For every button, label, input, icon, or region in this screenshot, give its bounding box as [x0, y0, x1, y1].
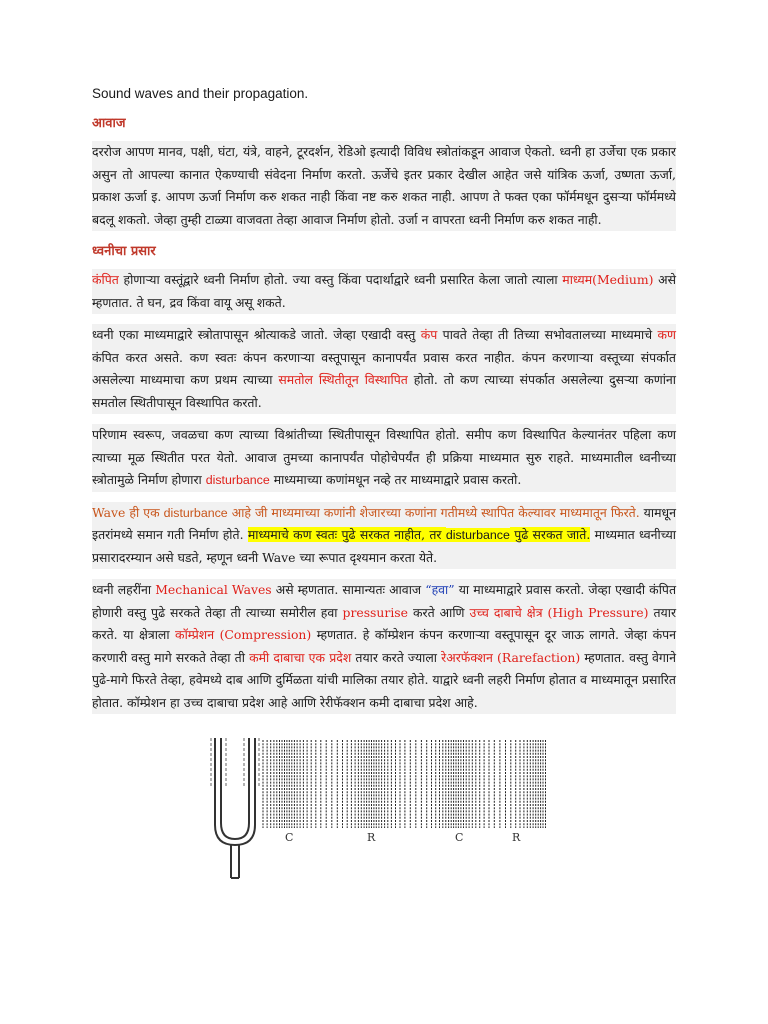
text: होणाऱ्या वस्तूंद्वारे ध्वनी निर्माण होतो. ज्या वस्तु किंवा पदार्थाद्वारे ध्वनी प्रसारित केला जातो त्याला: [118, 272, 563, 287]
text: तयार करते ज्याला: [351, 649, 442, 665]
figure-label-r1: R: [367, 831, 376, 844]
term-medium: माध्यम(Medium): [562, 272, 654, 287]
text: कंपित करत असते. कण स्वतः कंपन करणाऱ्या वस्तूपासून कानापर्यंत प्रवास करत नाहीत. कंपन करणाऱ्या वस्तूच्या संपर्कात असलेल्या माध्यमाचा कण प्रथम त्याच्या: [92, 349, 676, 387]
wave-definition: आहे जी माध्यमाच्या कणांनी शेजारच्या कणांना गतीमध्ये स्थापित केल्यावर माध्यमातून फिरते.: [227, 504, 640, 520]
paragraph-mechanical-waves: [92, 579, 676, 714]
heading-sound: आवाज: [92, 116, 126, 131]
text: म्हणतात. वस्तु वेगाने पुढे-मागे फिरते तेव्हा, हवेमध्ये दाब आणि दुर्मिळता यांची मालिका तयार होते. याद्वारे ध्वनी लहरी निर्माण होतात व माध्यमातून प्रसारित होतात. कॉम्प्रेशन हा उच्च दाबाचा प्रदेश आहे आणि रेरीफॅक्शन कमी दाबाचा प्रदेश आहे.: [92, 649, 676, 710]
figure-label-c2: C: [455, 831, 464, 844]
term-displaced: समतोल स्थितीतून विस्थापित: [278, 372, 408, 387]
paragraph-particles: [92, 324, 676, 414]
term-particle: कण: [657, 327, 676, 342]
wave-definition: Wave ही एक: [92, 504, 164, 520]
text: पावते तेव्हा ती तिच्या सभोवतालच्या माध्यमाचे: [437, 327, 658, 342]
highlighted-text: माध्यमाचे कण स्वतः पुढे सरकत नाहीत, तर: [247, 527, 446, 542]
term-pressurise: pressurise: [342, 604, 408, 620]
text: माध्यमाच्या कणांमधून नव्हे तर माध्यमाद्वारे प्रवास करतो.: [269, 472, 522, 487]
term-vibration: कंप: [420, 327, 438, 342]
term-high-pressure: उच्च दाबाचे क्षेत्र (High Pressure): [469, 604, 649, 620]
text: होतो. तो कण त्याच्या संपर्कात असलेल्या दुसऱ्या कणांना समतोल स्थितीपासून विस्थापित करतो.: [92, 372, 676, 410]
paragraph-disturbance: [92, 424, 676, 492]
text: ध्वनी लहरींना: [92, 582, 156, 597]
paragraph-medium: [92, 269, 676, 314]
figure-label-c1: C: [285, 831, 294, 844]
term-compression: कॉम्प्रेशन (Compression): [175, 627, 312, 642]
document-title: Sound waves and their propagation.: [92, 86, 309, 101]
text: म्हणतात. हे कॉम्प्रेशन कंपन करणाऱ्या वस्तूपासून दूर जाऊ लागते. जेव्हा कंपन करणारी वस्तु मागे सरकते तेव्हा ती: [92, 627, 676, 665]
compression-rarefaction-lines: [263, 740, 546, 828]
text: तयार करते. या क्षेत्राला: [92, 604, 677, 642]
tuning-fork-icon: [211, 738, 259, 878]
term-low-pressure: कमी दाबाचा एक प्रदेश: [249, 649, 352, 665]
term-vibrating: कंपित: [92, 272, 119, 287]
text: माध्यमात ध्वनीच्या प्रसारादरम्यान असे घडते, म्हणून ध्वनी Wave च्या रूपात दृश्यमान करता येते.: [92, 527, 676, 565]
figure-label-r2: R: [512, 831, 521, 844]
term-mechanical-waves: Mechanical Waves: [155, 582, 272, 597]
heading-propagation: ध्वनीचा प्रसार: [92, 244, 156, 259]
text: यामधून इतरांमध्ये समान गती निर्माण होते.: [92, 504, 676, 542]
text: असे म्हणतात. ते घन, द्रव किंवा वायू असू शकते.: [92, 272, 677, 310]
text: असे म्हणतात. सामान्यतः आवाज: [271, 582, 426, 597]
highlighted-text: पुढे सरकत जाते.: [509, 527, 591, 542]
term-rarefaction: रेअरफॅक्शन (Rarefaction): [441, 649, 581, 665]
tuning-fork-diagram: [205, 733, 550, 883]
text: ध्वनी एका माध्यमाद्वारे स्त्रोतापासून श्रोत्याकडे जातो. जेव्हा एखादी वस्तु: [92, 327, 421, 342]
document-body: [92, 86, 676, 724]
highlighted-term: disturbance: [445, 528, 510, 542]
term-disturbance: disturbance: [205, 473, 270, 487]
text: परिणाम स्वरूप, जवळचा कण त्याच्या विश्रांतीच्या स्थितीपासून विस्थापित होतो. समीप कण विस्थापित केल्यानंतर पहिला कण त्याच्या मूळ स्थितीत परत येतो. आवाज तुमच्या कानापर्यंत पोहोचेपर्यंत ही प्रक्रिया माध्यमात सुरु राहते. माध्यमातील ध्वनीच्या स्त्रोतामुळे निर्माण होणारा: [92, 427, 676, 487]
tuning-fork-figure: [205, 733, 550, 883]
text: करते आणि: [407, 604, 470, 620]
wave-definition-term: disturbance: [163, 505, 228, 520]
paragraph-intro: दररोज आपण मानव, पक्षी, घंटा, यंत्रे, वाहने, टूरदर्शन, रेडिओ इत्यादी विविध स्त्रोतांकडून आवाज ऐकतो. ध्वनी हा उर्जेचा एक प्रकार असुन तो आपल्या कानात ऐकण्याची संवेदना निर्माण करतो. ऊर्जेचे इतर प्रकार देखील आहेत जसे यांत्रिक ऊर्जा, उष्णता ऊर्जा, प्रकाश ऊर्जा इ. आपण ऊर्जा निर्माण करु शकत नाही किंवा नष्ट करु शकत नाही. आपण ते फक्त एका फॉर्ममधून दुसऱ्या फॉर्ममध्ये बदलू शकतो. जेव्हा तुम्ही टाळ्या वाजवता तेव्हा आवाज निर्माण होतो. उर्जा न वापरता ध्वनी निर्माण करु शकत नाही.: [92, 141, 676, 231]
text: या माध्यमाद्वारे प्रवास करतो. जेव्हा एखादी कंपित होणारी वस्तु पुढे सरकते तेव्हा ती त्याच्या समोरील हवा: [92, 582, 677, 620]
paragraph-wave: [92, 502, 676, 570]
term-air: “हवा”: [425, 582, 455, 597]
